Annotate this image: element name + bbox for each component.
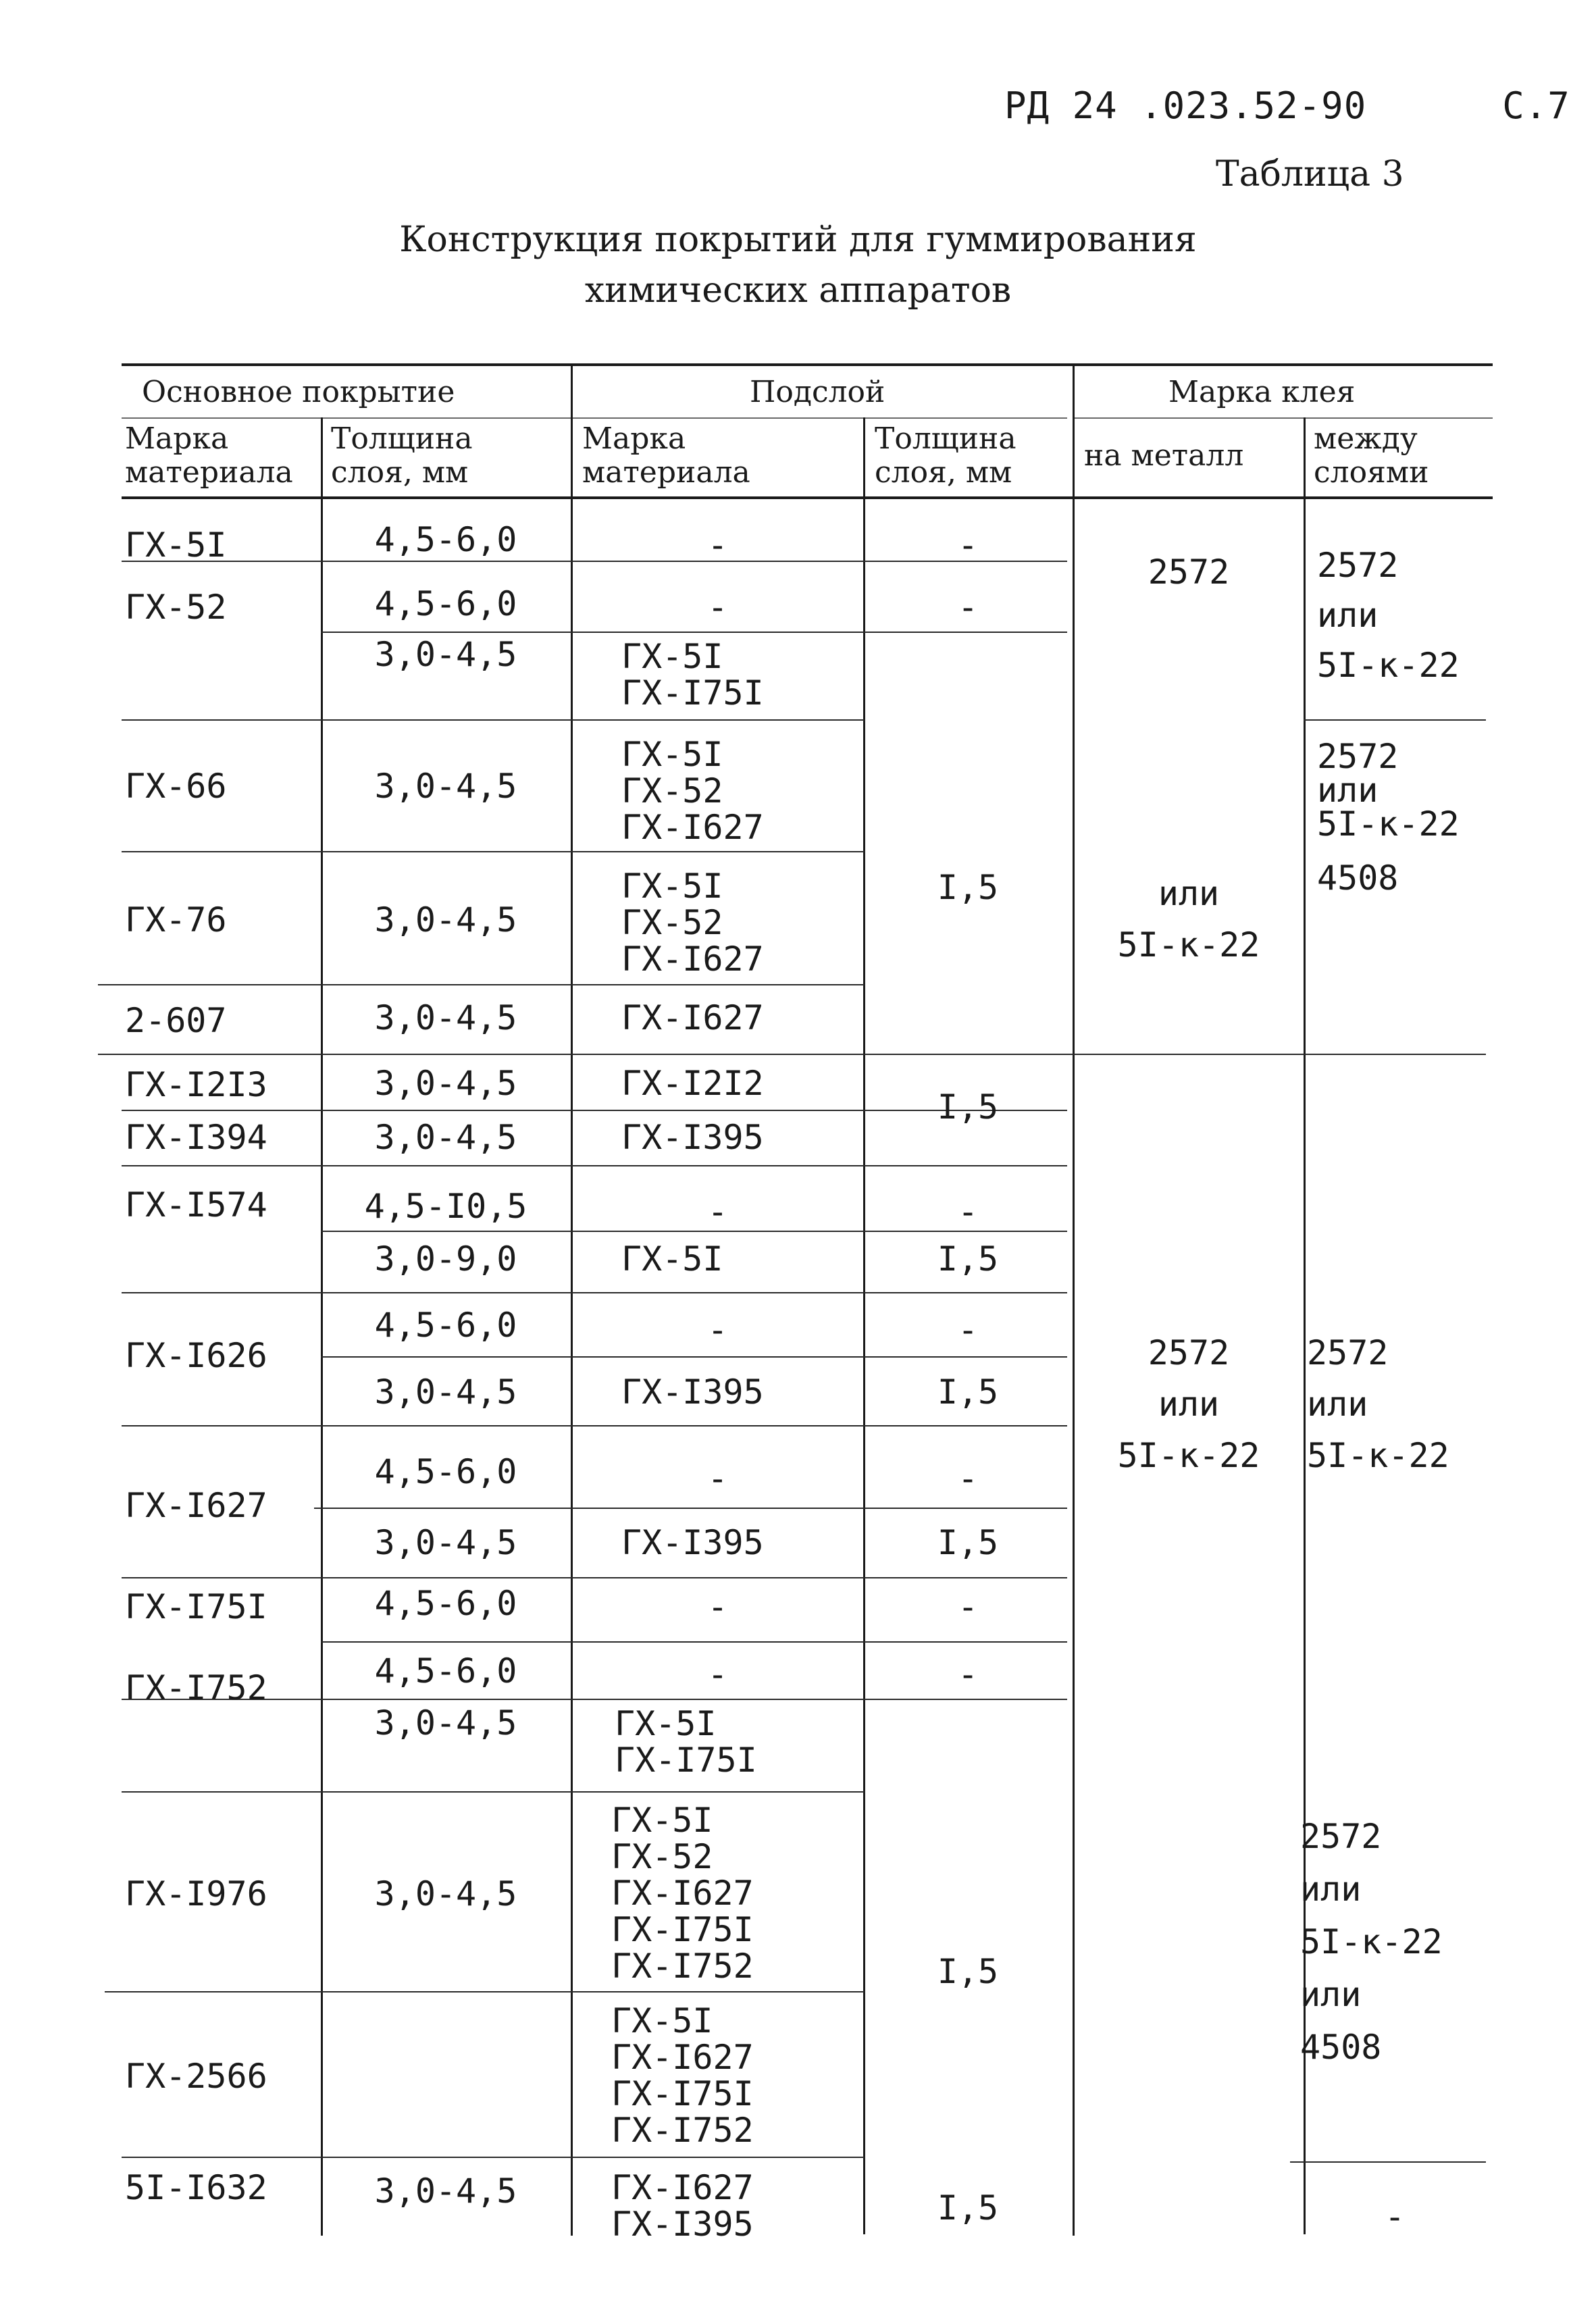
header-base-coat: Основное покрытие [142,375,455,409]
cell-material: ГХ-I2I3 [125,1065,267,1104]
header-glue-layers: между слоями [1314,421,1429,490]
cell-sub-mark: - [707,1587,728,1626]
cell-sub-thickness: I,5 [937,1952,999,1991]
cell-thickness: 3,0-4,5 [374,1874,517,1913]
cell-sub-mark: ГХ-5I ГХ-52 ГХ-I627 [621,867,764,979]
cell-sub-mark: ГХ-I395 [621,1118,764,1157]
cell-sub-thickness: - [957,1587,979,1626]
cell-glue-layers: 2572 или 5I-к-22 [1317,546,1460,685]
cell-material: ГХ-I976 [125,1874,267,1913]
cell-sub-mark: - [707,525,728,565]
cell-sub-mark: - [707,1459,728,1498]
cell-sub-thickness: I,5 [937,1523,999,1562]
cell-thickness: 3,0-4,5 [374,1703,517,1743]
cell-material: ГХ-I627 [125,1486,267,1525]
cell-sub-mark: ГХ-5I [621,1239,723,1279]
header-sub-mark: Марка материала [582,421,750,490]
cell-glue-metal: 2572 [1148,552,1230,592]
table-title-line1: Конструкция покрытий для гуммирования [399,220,1197,260]
table-label: Таблица 3 [1216,154,1404,195]
header-glue: Марка клея [1168,375,1356,409]
cell-material: ГХ-76 [125,900,227,940]
cell-sub-mark: ГХ-I395 [621,1523,764,1562]
cell-sub-thickness: I,5 [937,1087,999,1127]
cell-thickness: 4,5-6,0 [374,1452,517,1491]
table-top-rule [122,363,1493,366]
cell-glue-layers: 2572 или 5I-к-22 или 4508 [1300,1817,1443,2067]
cell-material: ГХ-5I [125,525,227,565]
cell-thickness: 3,0-4,5 [374,635,517,674]
cell-sub-thickness: - [957,1310,979,1349]
cell-material: ГХ-I394 [125,1118,267,1157]
cell-material: ГХ-I574 [125,1185,267,1225]
cell-thickness: 3,0-4,5 [374,767,517,806]
cell-sub-thickness: - [957,588,979,627]
cell-sub-mark: ГХ-5I ГХ-52 ГХ-I627 [621,735,764,847]
cell-thickness: 3,0-4,5 [374,2171,517,2211]
cell-sub-thickness: - [957,1459,979,1498]
header-dashed-rule [122,417,1067,419]
cell-thickness: 4,5-6,0 [374,1651,517,1691]
cell-thickness: 4,5-6,0 [374,1306,517,1345]
header-material-mark: Марка материала [125,421,293,490]
col-divider-sthick [863,417,865,2234]
cell-material: 2-607 [125,1001,227,1040]
cell-thickness: 4,5-6,0 [374,1584,517,1623]
cell-material: ГХ-52 [125,588,227,627]
cell-sub-thickness: I,5 [937,2188,999,2228]
col-divider-thick [321,496,323,2236]
cell-glue-layers: 2572 или 5I-к-22 [1307,1333,1449,1475]
cell-sub-mark: ГХ-5I ГХ-I627 ГХ-I75I ГХ-I752 [611,2001,754,2150]
cell-glue-layers: 2572 или 5I-к-22 4508 [1317,737,1460,898]
cell-thickness: 3,0-4,5 [374,900,517,940]
header-material-thickness: Толщина слоя, мм [331,421,473,490]
cell-sub-thickness: I,5 [937,1239,999,1279]
cell-sub-mark: ГХ-I627 [621,998,764,1037]
cell-sub-mark: ГХ-I2I2 [621,1064,764,1103]
table-title-line2: химических аппаратов [584,270,1012,311]
header-glue-metal: на металл [1084,438,1244,473]
cell-sub-mark: - [707,1655,728,1694]
cell-thickness: 3,0-4,5 [374,1523,517,1562]
cell-material: ГХ-I75I [125,1587,267,1626]
cell-thickness: 4,5-6,0 [374,584,517,623]
cell-thickness: 3,0-4,5 [374,1372,517,1412]
header-sublayer: Подслой [750,375,885,409]
cell-sub-thickness: - [957,525,979,565]
cell-thickness: 3,0-4,5 [374,1118,517,1157]
cell-sub-thickness: - [957,1655,979,1694]
cell-sub-mark: - [707,588,728,627]
cell-thickness: 3,0-4,5 [374,1064,517,1103]
col-divider-glue [1073,365,1075,2236]
cell-thickness: 4,5-I0,5 [364,1187,527,1226]
document-code: РД 24 .023.52-90 С.7 [1004,84,1570,127]
cell-sub-thickness: I,5 [937,868,999,907]
cell-sub-thickness: I,5 [937,1372,999,1412]
cell-glue-metal: или 5I-к-22 [1117,874,1260,965]
header-sub-thickness: Толщина слоя, мм [875,421,1016,490]
cell-sub-mark: ГХ-5I ГХ-I75I [615,1704,757,1780]
cell-glue-layers: - [1384,2197,1406,2236]
cell-sub-mark: - [707,1192,728,1231]
cell-sub-mark: - [707,1310,728,1349]
cell-material: ГХ-I626 [125,1336,267,1375]
cell-thickness: 3,0-4,5 [374,998,517,1037]
cell-material: 5I-I632 [125,2168,267,2207]
cell-thickness: 3,0-9,0 [374,1239,517,1279]
cell-material: ГХ-I752 [125,1668,267,1707]
cell-material: ГХ-2566 [125,2057,267,2096]
cell-thickness: 4,5-6,0 [374,520,517,559]
cell-glue-metal: 2572 или 5I-к-22 [1117,1333,1260,1475]
table-header-rule [122,496,1493,499]
cell-sub-mark: ГХ-I395 [621,1372,764,1412]
cell-sub-mark: ГХ-5I ГХ-I75I [621,637,764,713]
header-dashed-rule-2 [1074,417,1493,419]
cell-material: ГХ-66 [125,767,227,806]
col-divider-header [321,417,323,496]
cell-sub-mark: ГХ-I627 ГХ-I395 [611,2168,754,2244]
cell-sub-mark: ГХ-5I ГХ-52 ГХ-I627 ГХ-I75I ГХ-I752 [611,1801,754,1986]
cell-sub-thickness: - [957,1192,979,1231]
col-divider-sub [571,365,573,2236]
